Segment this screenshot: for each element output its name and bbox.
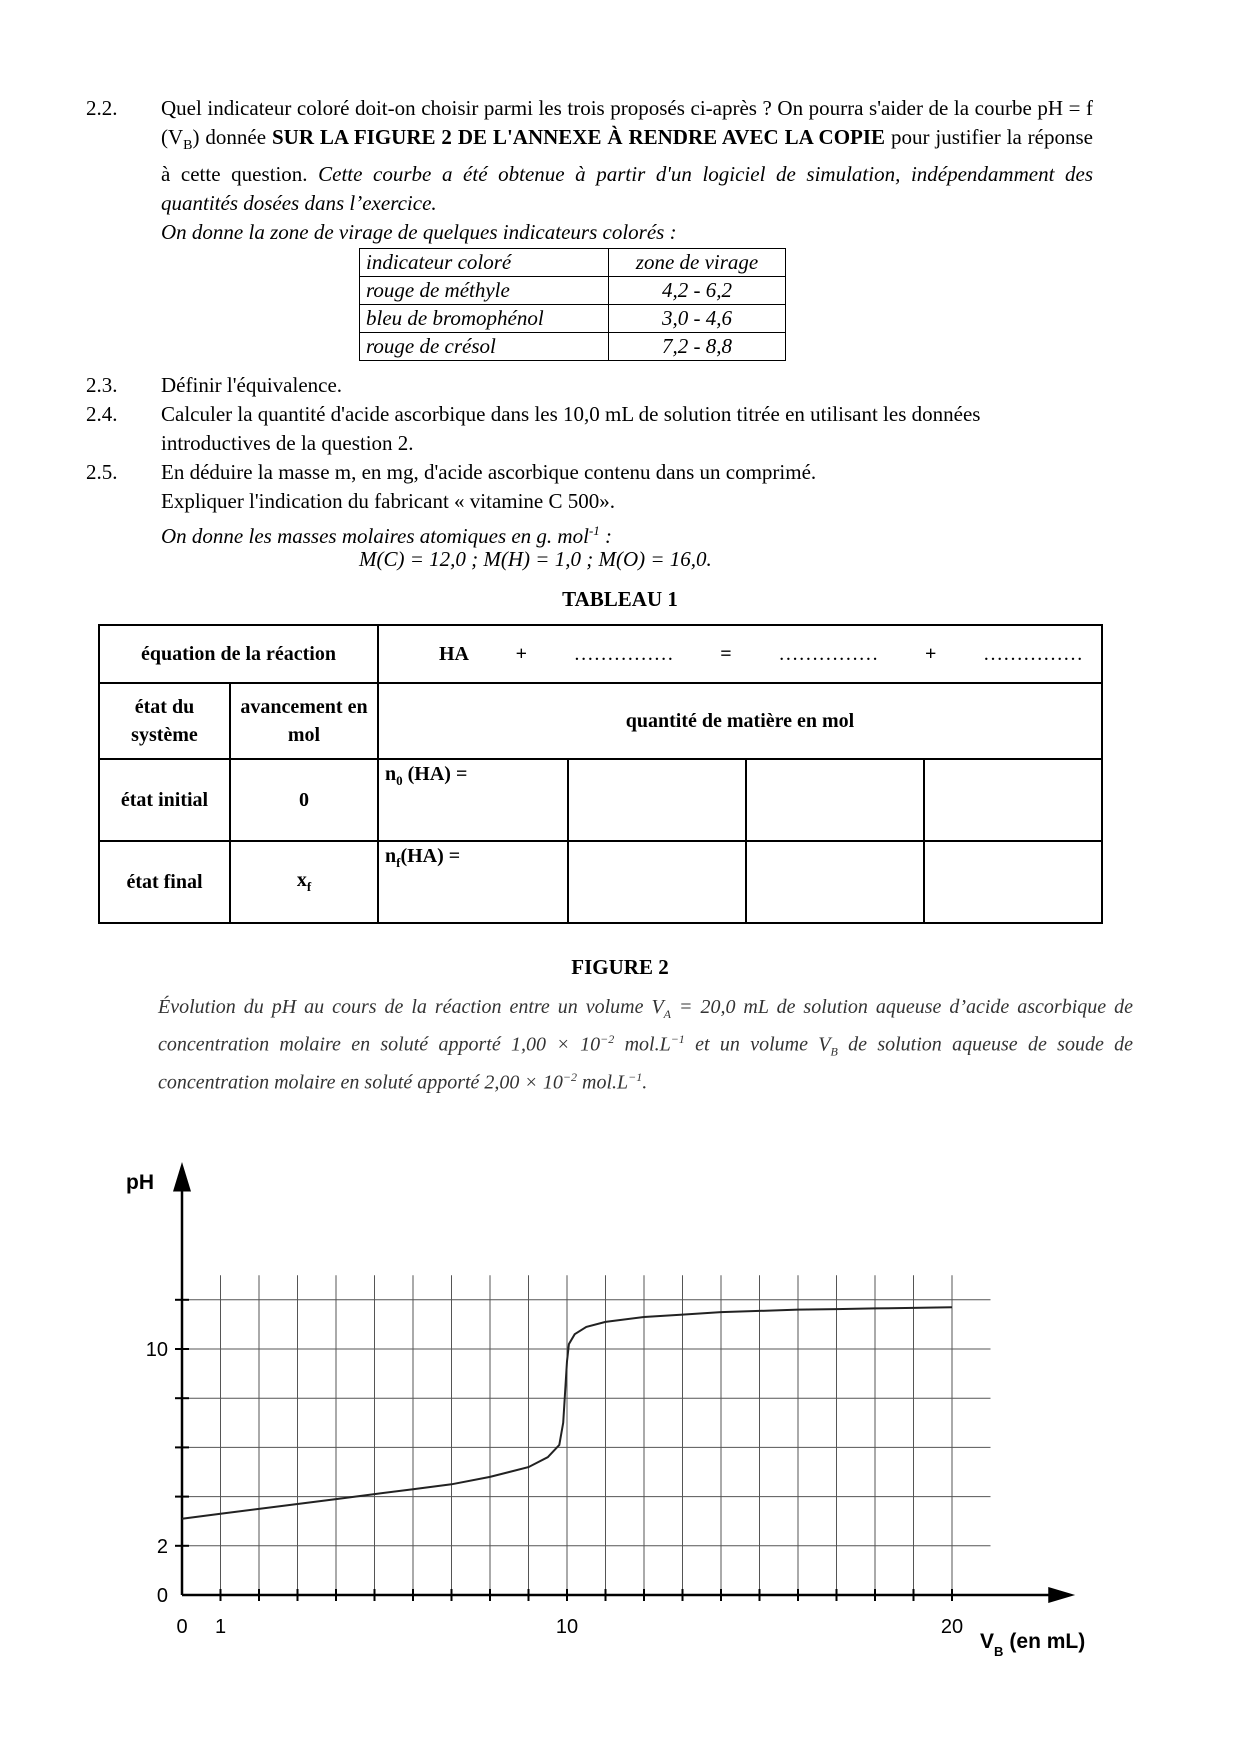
x-tick-label: 1 [214,1616,227,1638]
x-axis-arrow [1048,1587,1075,1603]
t1-nf: n [385,845,397,867]
t1-empty-cell[interactable] [746,841,924,923]
y-tick-label: 2 [156,1535,168,1558]
indicator-row [360,277,786,305]
t1-n0-cell [378,759,568,841]
tableau1-title: TABLEAU 1 [562,587,678,611]
chart-axes [173,1162,1075,1603]
q22-sub: B [183,138,193,154]
caption-d: et un volume V [684,1033,831,1056]
chart-ylabel: pH [126,1171,154,1194]
x-tick-label: 10 [555,1616,579,1638]
t1-equation-row [99,625,1102,683]
q22-number: 2.2. [86,96,118,120]
y-tick-label: 10 [145,1339,168,1361]
caption-sup2: −1 [670,1032,685,1046]
q22-text-a: Quel indicateur coloré doit-on choisir parmi les trois proposés ci-après ? On pourra s'aider de la courbe pH = f (V [161,96,1093,149]
q22-text-c: pour justifier la réponse à cette question. [161,125,1093,187]
caption-sup4: −1 [628,1069,643,1084]
caption-sub-b: B [830,1044,838,1059]
t1-initial-row [99,759,1102,841]
t1-header-row [99,683,1102,759]
t1-eq-equals: = [720,642,732,665]
caption-sub-a: A [663,1007,672,1021]
q24-number: 2.4. [86,402,118,426]
t1-empty-cell[interactable] [924,759,1102,841]
q25-line3: On donne les masses molaires atomiques en g. mol [161,524,589,548]
chart-xlabel-v: V [980,1630,995,1653]
figure2-title: FIGURE 2 [571,955,669,979]
t1-nf-sub: f [396,855,401,870]
t1-xf: x [296,869,307,891]
caption-b: = 20,0 mL de solution aqueuse d’acide ascorbique de concentration molaire en soluté apporté 1,00 × 10 [158,996,1133,1056]
caption-c: mol.L [614,1033,671,1056]
t1-equation [378,625,1102,683]
q25-line3-sup: -1 [588,523,600,538]
q24-text: Calculer la quantité d'acide ascorbique dans les 10,0 mL de solution titrée en utilisant les données introductives de la question 2. [161,402,981,455]
caption-sup1: −2 [600,1032,615,1046]
t1-empty-cell[interactable] [924,841,1102,923]
indicator-table [359,248,786,361]
t1-n0-sub: 0 [396,773,403,788]
t1-quantite: quantité de matière en mol [378,683,1102,759]
q25-text [161,458,1093,551]
caption-g: . [642,1071,648,1094]
chart-xlabel [980,1630,1085,1659]
t1-eq-plus1: + [515,642,528,665]
q23-text: Définir l'équivalence. [161,373,343,397]
indicator-header-row [360,249,786,277]
chart-xlabel-sub: B [994,1644,1004,1659]
indicator-name: rouge de méthyle [360,277,609,305]
t1-etat-final: état final [99,841,230,923]
t1-xf-sub: f [306,879,312,894]
ph-chart [0,1140,1240,1680]
indicator-zone: 3,0 - 4,6 [609,305,786,333]
q23-number: 2.3. [86,373,118,397]
t1-eq-dots2: …………… [778,642,879,665]
indicator-zone: 4,2 - 6,2 [609,277,786,305]
t1-empty-cell[interactable] [746,759,924,841]
t1-empty-cell[interactable] [568,841,746,923]
chart-grid [182,1275,991,1595]
t1-nf-cell [378,841,568,923]
t1-eq-dots1: …………… [573,642,674,665]
indicator-row [360,333,786,361]
q25-number: 2.5. [86,460,118,484]
indicator-name: bleu de bromophénol [360,305,609,333]
t1-eq-dots3: …………… [982,642,1083,665]
t1-empty-cell[interactable] [568,759,746,841]
q22-zone-line: On donne la zone de virage de quelques indicateurs colorés : [161,220,677,245]
t1-etat-systeme: état du système [99,683,230,759]
y-axis-arrow [173,1162,191,1192]
tableau1 [98,624,1103,924]
q25-line3-end: : [599,524,613,548]
figure2-caption [158,995,1133,1095]
t1-eq-plus2: + [924,642,937,665]
molar-masses: M(C) = 12,0 ; M(H) = 1,0 ; M(O) = 16,0. [359,547,712,571]
indicator-name: rouge de crésol [360,333,609,361]
t1-final-row [99,841,1102,923]
q22-text [161,94,1093,247]
indicator-header-name: indicateur coloré [360,249,609,277]
q25-line1: En déduire la masse m, en mg, d'acide ascorbique contenu dans un comprimé. [161,460,817,484]
indicator-row [360,305,786,333]
q22-text-b: ) donnée [192,125,272,149]
caption-f: mol.L [577,1071,629,1094]
t1-avancement: avancement en mol [230,683,378,759]
x-tick-label: 0 [176,1616,188,1638]
chart-ticks [146,1300,963,1638]
t1-nf-rest: (HA) = [400,845,461,867]
x-tick-label: 20 [940,1616,964,1638]
caption-a: Évolution du pH au cours de la réaction entre un volume V [158,996,664,1018]
t1-equation-label: équation de la réaction [99,625,378,683]
indicator-header-zone: zone de virage [609,249,786,277]
t1-etat-initial: état initial [99,759,230,841]
caption-sup3: −2 [562,1069,578,1084]
chart-xlabel-unit: (en mL) [1009,1630,1086,1653]
q22-italic: Cette courbe a été obtenue à partir d'un logiciel de simulation, indépendamment des quantités dosées dans l’exercice. [161,162,1093,216]
t1-xf-cell [230,841,378,923]
t1-n0-rest: (HA) = [402,763,468,785]
indicator-zone: 7,2 - 8,8 [609,333,786,361]
q22-bold: SUR LA FIGURE 2 DE L'ANNEXE À RENDRE AVEC LA COPIE [271,125,886,149]
t1-zero: 0 [230,759,378,841]
t1-n0: n [385,763,397,785]
q25-line2: Expliquer l'indication du fabricant « vitamine C 500». [161,489,616,513]
t1-eq-ha: HA [439,642,469,665]
caption-e: de solution aqueuse de soude de concentration molaire en soluté apporté 2,00 × 10 [158,1033,1134,1094]
y-tick-label: 0 [156,1585,168,1607]
